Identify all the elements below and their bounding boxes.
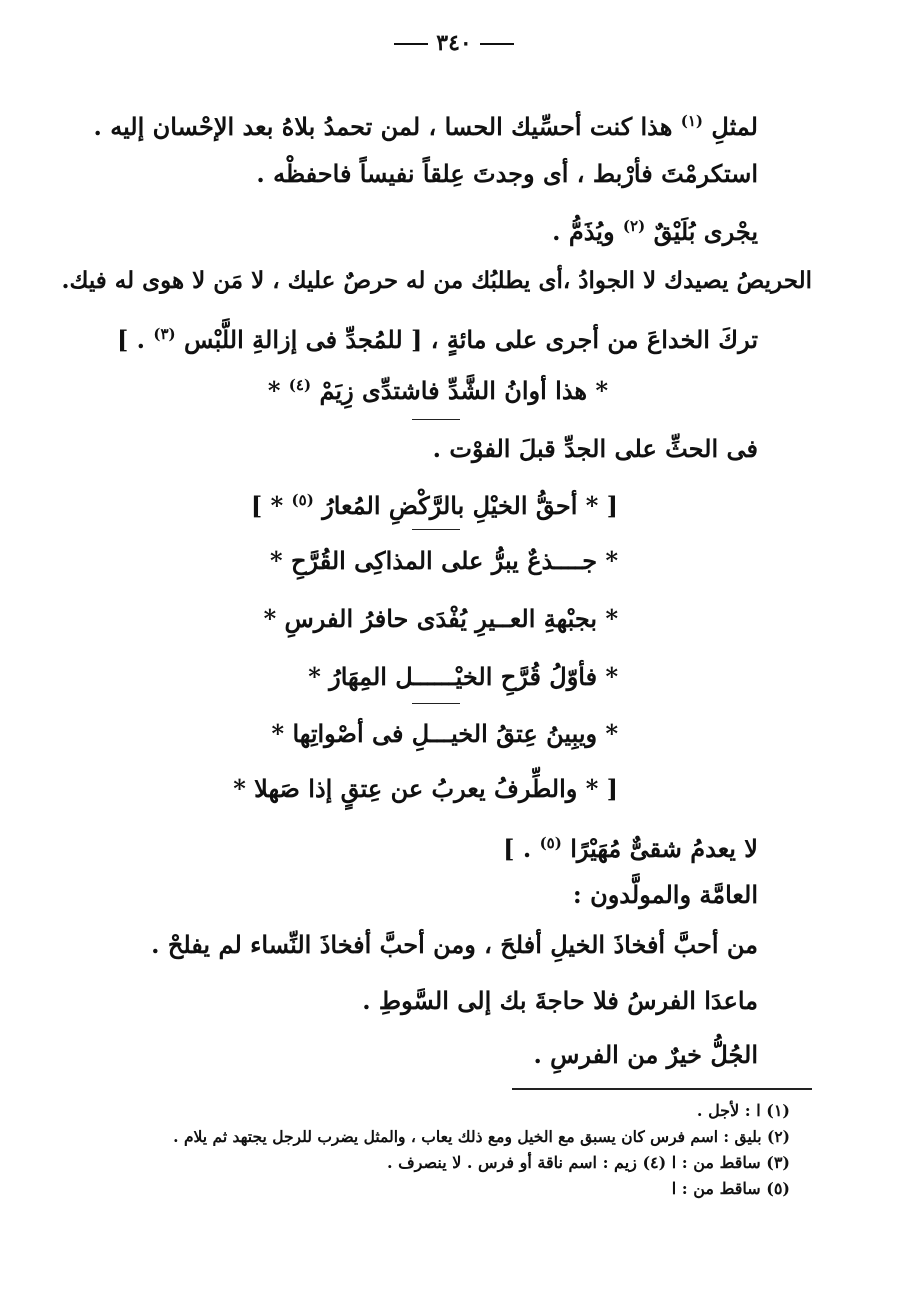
verse-line [270,544,618,578]
dash-right [480,43,514,45]
verse-text: * ويبِينُ عِتقُ الخيـــلِ فى أصْواتِها * [271,719,618,748]
footnote-rule [512,1088,812,1090]
footnote: (٣) ساقط من : ا (٤) زيم : اسم ناقة أو فرس . لا ينصرف . [386,1153,790,1172]
line-text: العامَّة والمولَّدون : [572,880,758,909]
verse-line [233,772,618,806]
verse-line [272,717,618,751]
footnote-ref: (٤) [288,376,312,394]
verse-text: * فأوّلُ قُرَّحِ الخيْــــــل المِهَارُ * [308,662,618,691]
line-text: يجْرى بُلَيْقٌ [653,217,758,246]
separator-rule [412,529,460,530]
footnote-ref: (٥) [539,834,562,852]
line-text: . ] [116,325,146,354]
line-text: فى الحثِّ على الجدِّ قبلَ الفوْت . [432,434,758,463]
separator-rule [412,419,460,420]
text-line [61,264,812,298]
text-line [151,928,758,962]
line-text: ماعدَا الفرسُ فلا حاجةَ بك إلى السَّوطِ . [362,986,758,1015]
footnote-ref: (٣) [153,325,176,343]
verse-text: * جــــذعٌ يبرُّ على المذاكِى القُرَّحِ * [270,546,618,575]
verse-text: [ * والطِّرفُ يعربُ عن عِتقٍ إذا صَهلا * [233,774,618,803]
verse-line [264,602,618,636]
text-line [552,209,758,249]
verse-line [308,660,618,694]
page-number-header [0,30,908,56]
page-number: ٣٤٠ [436,30,472,56]
line-text: الجُلُّ خيرٌ من الفرسِ . [533,1040,758,1069]
text-line [503,826,758,866]
text-line [533,1038,758,1072]
line-text: ويُذَمُّ . [552,217,615,246]
text-line [117,317,758,357]
line-text: الحريصُ يصيدك لا الجوادُ ،أى يطلبُك من له حرصٌ عليك ، لا مَن لا هوى له فيك. [61,267,812,294]
footnote-ref: (٢) [622,217,646,235]
verse-line [268,368,608,408]
dash-left [394,43,428,45]
footnote: (٢) بليق : اسم فرس كان يسبق مع الخيل ومع ذلك يعاب ، والمثل يضرب للرجل يجتهد ثم يلام . [173,1127,790,1146]
verse-text: * [267,376,281,405]
line-text: تركَ الخداعَ من أجرى على مائةٍ ، [ للمُجدِّ فى إزالةِ اللَّبْس [184,325,758,354]
verse-text: * بجبْهةِ العــيرِ يُفْدَى حافرُ الفرسِ * [263,604,618,633]
line-text: . ] [503,834,532,863]
footnote: (٥) ساقط من : ا [671,1179,790,1198]
line-text: لا يعدمُ شقىٌّ مُهَيْرًا [570,834,758,863]
line-text: من أحبَّ أفخاذَ الخيلِ أفلحَ ، ومن أحبَّ أفخاذَ النِّساء لم يفلحْ . [151,930,758,959]
line-text: لمثلِ [711,112,758,141]
separator-rule [412,703,460,704]
text-line [433,432,758,466]
text-line [362,984,758,1018]
verse-text: * هذا أوانُ الشَّدِّ فاشتدِّى زِيَمْ [319,376,608,405]
line-text: هذا كنت أحسِّيك الحسا ، لمن تحمدُ بلاهُ بعد الإحْسان إليه . [93,112,673,141]
line-text: استكرمْتَ فأرْبط ، أى وجدتَ عِلقاً نفيساً فاحفظْه . [256,159,758,188]
verse-text: * ] [250,491,284,520]
verse-text: [ * أحقُّ الخيْلِ بالرَّكْضِ المُعارُ [322,491,618,520]
text-line [93,104,758,144]
footnote-ref: (١) [680,112,704,130]
text-line [256,157,758,191]
verse-line [251,483,618,523]
footnote-ref: (٥) [291,491,314,509]
text-line [573,878,758,912]
footnote: (١) ا : لأجل . [696,1101,790,1120]
